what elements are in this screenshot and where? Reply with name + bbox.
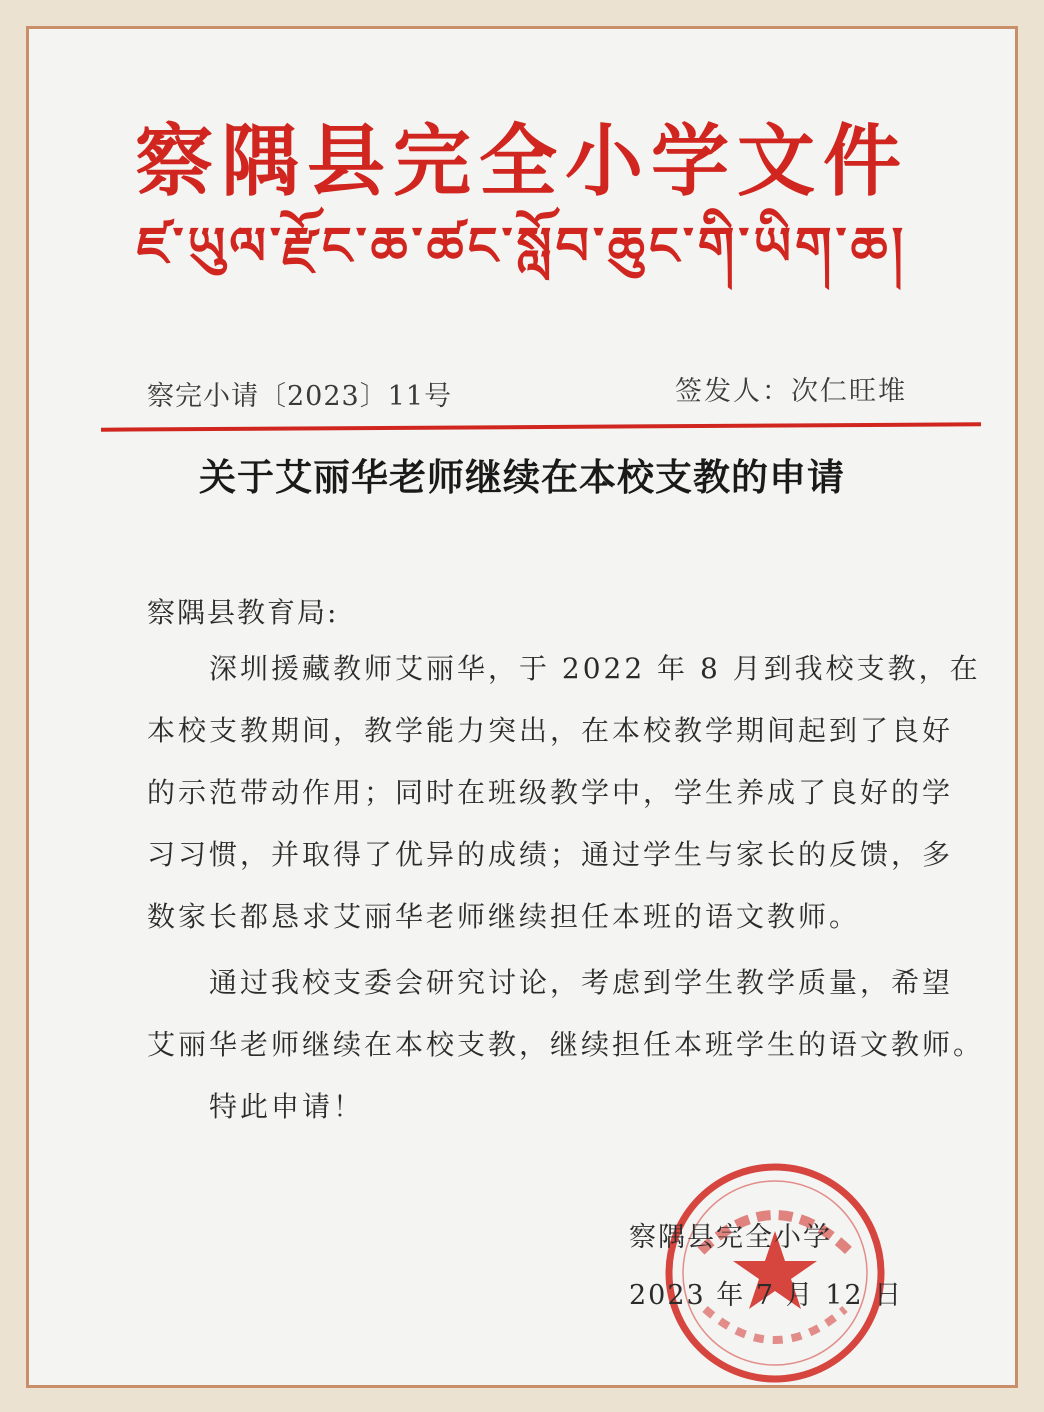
body-line: 特此申请！ — [147, 1090, 365, 1123]
letterhead-title: 察隅县完全小学文件 — [134, 116, 909, 207]
document-number: 察完小请〔2023〕11号 — [147, 381, 453, 412]
body-line: 艾丽华老师继续在本校支教，继续担任本班学生的语文教师。 — [147, 1028, 985, 1061]
document-paper — [26, 26, 1018, 1388]
body-line: 习习惯，并取得了优异的成绩；通过学生与家长的反馈，多 — [147, 838, 954, 871]
body-line: 的示范带动作用；同时在班级教学中，学生养成了良好的学 — [147, 776, 954, 809]
signer: 签发人：次仁旺堆 — [675, 376, 907, 407]
body-line: 数家长都恳求艾丽华老师继续担任本班的语文教师。 — [147, 900, 861, 933]
letterhead-tibetan: ཛ་ཡུལ་རྫོང་ཆ་ཚང་སློབ་ཆུང་གི་ཡིག་ཆ། — [136, 217, 908, 277]
recipient: 察隅县教育局: — [147, 596, 339, 629]
body-line: 深圳援藏教师艾丽华，于 2022 年 8 月到我校支教，在 — [147, 652, 981, 685]
signing-organization: 察隅县完全小学 — [629, 1222, 832, 1253]
body-line: 通过我校支委会研究讨论，考虑到学生教学质量，希望 — [147, 966, 954, 999]
signing-date: 2023 年 7 月 12 日 — [629, 1280, 904, 1311]
red-divider-line — [101, 422, 981, 431]
document-title: 关于艾丽华老师继续在本校支教的申请 — [199, 456, 845, 499]
body-line: 本校支教期间，教学能力突出，在本校教学期间起到了良好 — [147, 714, 954, 747]
